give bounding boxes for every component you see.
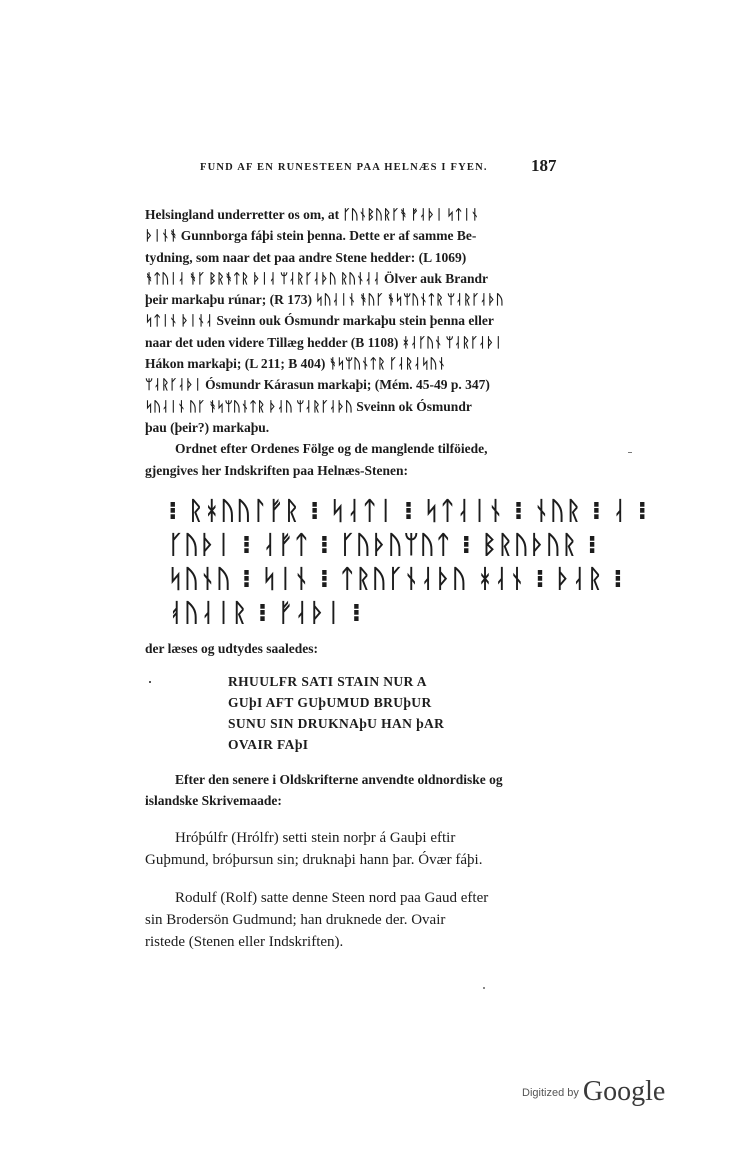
text-line: Efter den senere i Oldskrifterne anvendte oldnordiske og (175, 772, 503, 787)
text-line: sin Brodersön Gudmund; han druknede der. Ovair (145, 912, 446, 928)
rune-line: ᚮᚢᛆᛁᚱ ⁝ ᚠᛆᚦᛁ ⁝ (168, 598, 363, 627)
speck (483, 987, 485, 989)
text-line: þeir markaþu rúnar; (R 173) ᛋᚢᛆᛁᚾ ᚬᚢᚴ ᚬᛋᛘᚢᚾᛏᚱ ᛘᛆᚱᚴᛆᚦᚢ (145, 292, 504, 308)
text-line: Rodulf (Rolf) satte denne Steen nord paa Gaud efter (175, 890, 489, 906)
paragraph-3 (145, 769, 557, 811)
text-line: ᚬᛏᚢᛁᛆ ᚬᚴ ᛒᚱᚬᛏᚱ ᚦᛁᛆ ᛘᛆᚱᚴᛆᚦᚢ ᚱᚢᚾᛆᛆ Ölver auk Brandr (145, 270, 488, 286)
running-head: FUND AF EN RUNESTEEN PAA HELNÆS I FYEN. (200, 162, 488, 173)
danish-rendering (145, 887, 557, 953)
text-line: ᚦᛁᚾᚬ Gunnborga fáþi stein þenna. Dette er af samme Be- (145, 228, 477, 244)
transcription (228, 671, 444, 755)
reading-intro: der læses og udtydes saaledes: (145, 641, 319, 656)
text-line: þau (þeir?) markaþu. (145, 419, 270, 435)
rune-line: ᚴᚢᚦᛁ ⁝ ᛆᚠᛏ ⁝ ᚴᚢᚦᚢᛘᚢᛏ ⁝ ᛒᚱᚢᚦᚢᚱ ⁝ (168, 530, 598, 559)
transcription-line: GUþI AFT GUþUMUD BRUþUR (228, 695, 432, 710)
transcription-line: SUNU SIN DRUKNAþU HAN þAR (228, 716, 445, 731)
text-line: ᛘᛆᚱᚴᛆᚦᛁ Ósmundr Kárasun markaþi; (Mém. 45-49 p. 347) (145, 377, 490, 393)
google-logo: Google (582, 1076, 666, 1107)
speck (628, 452, 632, 453)
page-number: 187 (531, 156, 557, 175)
text-line: ᛋᛏᛁᚾ ᚦᛁᚾᛆ Sveinn ouk Ósmundr markaþu stein þenna eller (145, 313, 494, 329)
text-line: naar det uden videre Tillæg hedder (B 1108) ᚼᛆᚴᚢᚾ ᛘᛆᚱᚴᛆᚦᛁ (145, 334, 503, 350)
text-line: islandske Skrivemaade: (145, 793, 282, 808)
text-line: ristede (Stenen eller Indskriften). (145, 934, 344, 950)
text-line: tydning, som naar det paa andre Stene hedder: (L 1069) (145, 249, 467, 265)
rune-line: ᛋᚢᚾᚢ ⁝ ᛋᛁᚾ ⁝ ᛏᚱᚢᚴᚾᛆᚦᚢ ᚼᛆᚾ ⁝ ᚦᛆᚱ ⁝ (168, 564, 624, 593)
speck (149, 681, 151, 683)
paragraph-1 (145, 204, 557, 481)
text-line: Hróþúlfr (Hrólfr) setti stein norþr á Gauþi eftir (175, 830, 456, 846)
text-line: Guþmund, bróþursun sin; druknaþi hann þar. Óvær fáþi. (145, 852, 483, 868)
watermark-prefix: Digitized by (522, 1087, 579, 1099)
text-line: ᛋᚢᛆᛁᚾ ᚢᚴ ᚬᛋᛘᚢᚾᛏᚱ ᚦᛆᚢ ᛘᛆᚱᚴᛆᚦᚢ Sveinn ok Ósmundr (145, 398, 472, 414)
text-line: Ordnet efter Ordenes Fölge og de manglende tilföiede, (175, 441, 488, 457)
transcription-line: OVAIR FAþI (228, 737, 309, 752)
old-norse-rendering (145, 827, 557, 871)
digitized-watermark (522, 1076, 665, 1108)
text-line: Hákon markaþi; (L 211; B 404) ᚬᛋᛘᚢᚾᛏᚱ ᚴᛆᚱᛆᛋᚢᚾ (145, 356, 446, 372)
transcription-line: RHUULFR SATI STAIN NUR A (228, 674, 427, 689)
text-line: gjengives her Indskriften paa Helnæs-Stenen: (145, 462, 409, 478)
text-line: Helsingland underretter os om, at ᚴᚢᚾᛒᚢᚱᚴᚬ ᚠᛆᚦᛁ ᛋᛏᛁᚾ (145, 207, 479, 222)
runic-inscription (168, 494, 649, 630)
rune-line: ⁝ ᚱᚼᚢᚢᛚᚠᚱ ⁝ ᛋᛆᛏᛁ ⁝ ᛋᛏᛆᛁᚾ ⁝ ᚾᚢᚱ ⁝ ᛆ ⁝ (168, 496, 649, 525)
